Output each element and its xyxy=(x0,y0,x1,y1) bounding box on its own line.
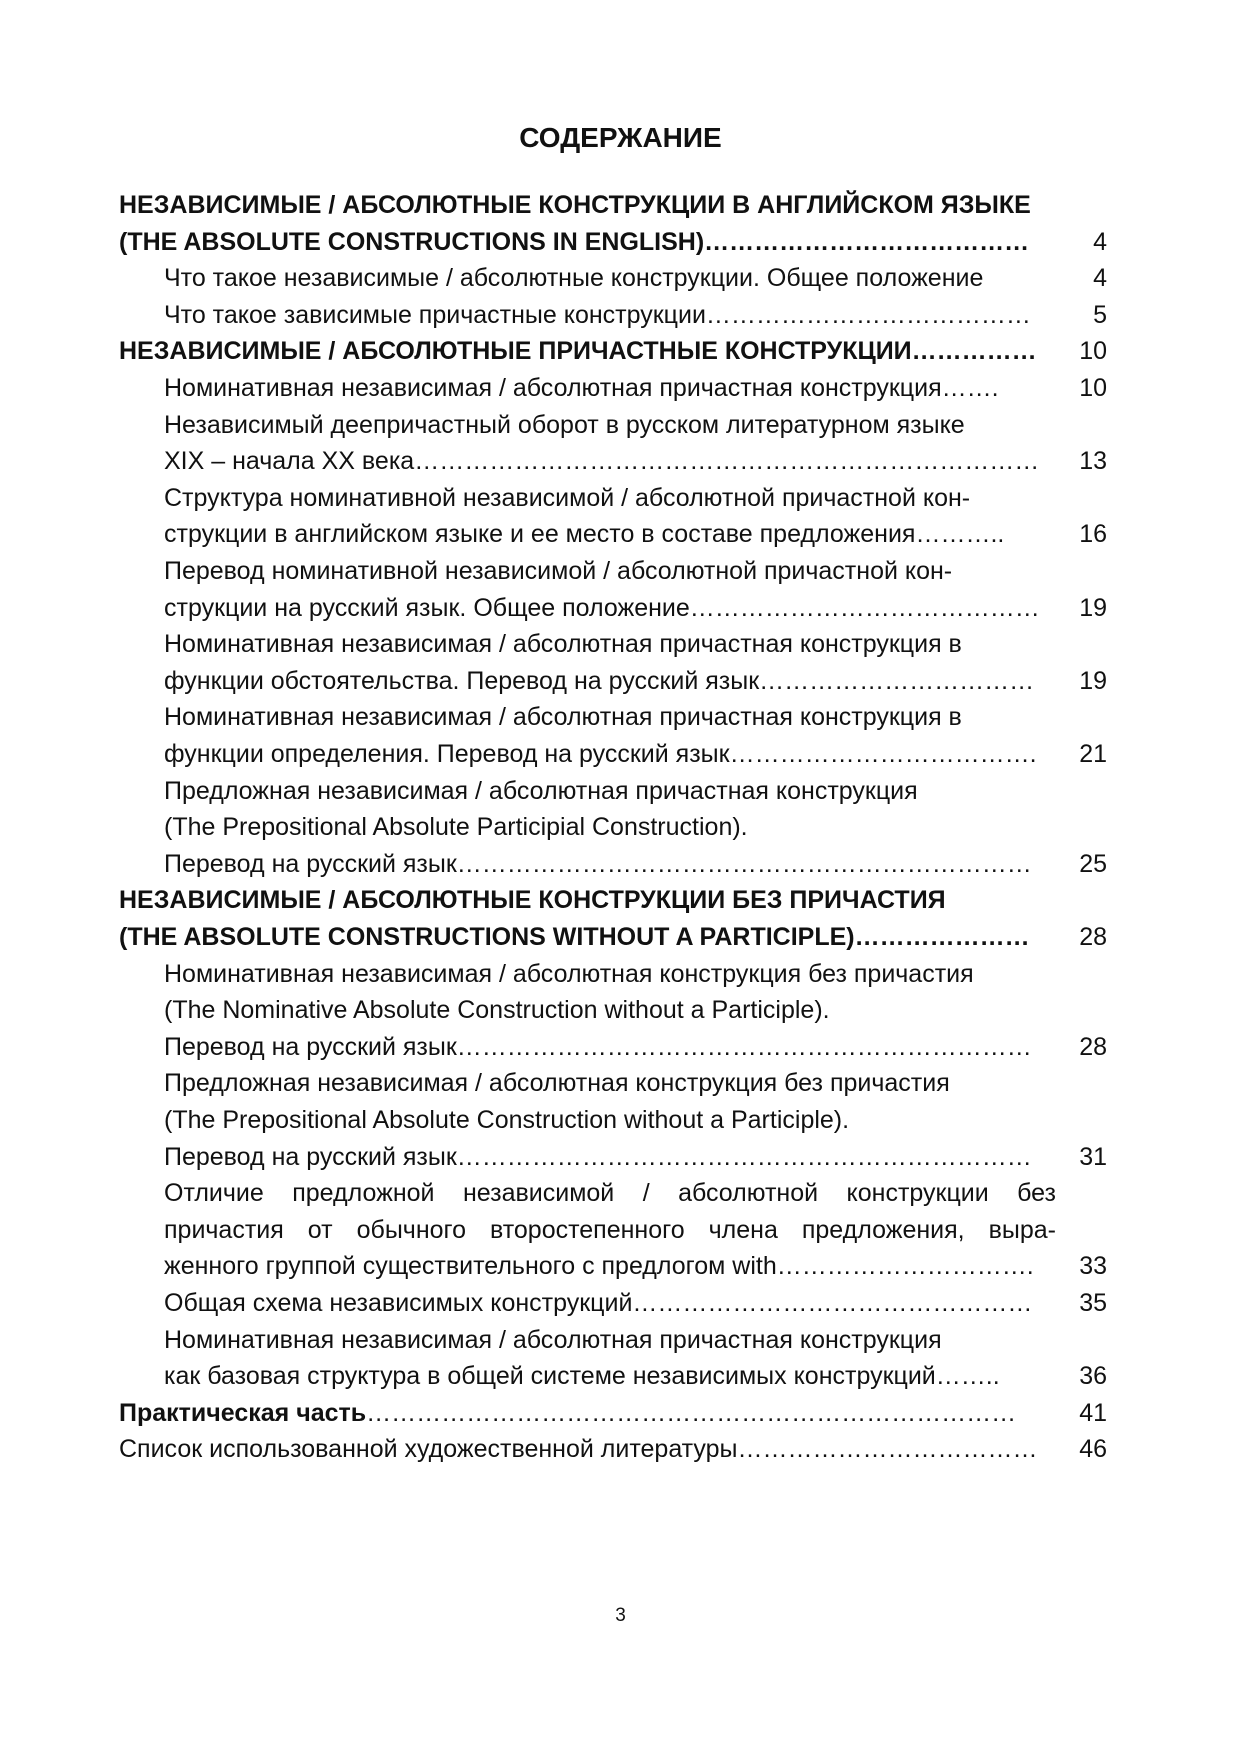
toc-entry-page: 21 xyxy=(1079,740,1107,768)
toc-entry-text: Перевод на русский язык…………………………………………………………… xyxy=(164,849,1032,878)
toc-entry xyxy=(0,1393,1241,1433)
toc-entry xyxy=(0,1283,1241,1323)
toc-entry-page: 28 xyxy=(1079,1032,1107,1061)
toc-entry-text: Список использованной художественной литературы……………………………… xyxy=(119,1435,1038,1464)
toc-entry-text: Что такое независимые / абсолютные конструкции. Общее положение xyxy=(164,264,984,293)
toc-entry-page: 13 xyxy=(1079,447,1107,476)
toc-entry xyxy=(0,1137,1241,1177)
toc-entry-text: струкции на русский язык. Общее положение…………………………………… xyxy=(164,593,1040,622)
toc-entry xyxy=(0,1320,1241,1360)
toc-entry-page: 33 xyxy=(1079,1252,1107,1281)
toc-entry-text: НЕЗАВИСИМЫЕ / АБСОЛЮТНЫЕ КОНСТРУКЦИИ В АНГЛИЙСКОМ ЯЗЫКЕ xyxy=(119,191,1031,219)
page-title: СОДЕРЖАНИЕ xyxy=(519,122,722,153)
toc-entry xyxy=(0,331,1241,371)
toc-entry-text: (THE ABSOLUTE CONSTRUCTIONS WITHOUT A PARTICIPLE)………………… xyxy=(119,923,1030,951)
page-number: 3 xyxy=(615,1605,626,1626)
toc-entry-page: 25 xyxy=(1079,849,1107,878)
toc-entry xyxy=(0,514,1241,554)
toc-entry-page: 19 xyxy=(1079,666,1107,695)
toc-entry-text: НЕЗАВИСИМЫЕ / АБСОЛЮТНЫЕ КОНСТРУКЦИИ БЕЗ ПРИЧАСТИЯ xyxy=(119,886,946,915)
toc-entry-text: (THE ABSOLUTE CONSTRUCTIONS IN ENGLISH)………………………………… xyxy=(119,227,1030,256)
toc-entry-page: 4 xyxy=(1093,227,1107,256)
toc-entry-page: 4 xyxy=(1093,264,1107,293)
toc-entry xyxy=(0,734,1241,774)
toc-entry-text: XIX – начала XX века………………………………………………………………… xyxy=(164,447,1040,476)
toc-entry-text: Отличие предложной независимой / абсолютной конструкции без xyxy=(164,1179,1056,1208)
toc-entry-text: женного группой существительного с предлогом with…………………………. xyxy=(164,1252,1034,1281)
toc-entry xyxy=(0,368,1241,408)
toc-entry-text: Независимый деепричастный оборот в русском литературном языке xyxy=(164,410,965,439)
toc-entry-page: 31 xyxy=(1079,1142,1107,1171)
toc-entry-text: Перевод на русский язык…………………………………………………………… xyxy=(164,1032,1032,1061)
toc-entry-text: Общая схема независимых конструкций………………………………………… xyxy=(164,1289,1033,1317)
toc-entry xyxy=(0,478,1241,518)
toc-entry-page: 16 xyxy=(1079,520,1107,549)
toc-entry-text: причастия от обычного второстепенного члена предложения, выра- xyxy=(164,1215,1056,1244)
toc-entry xyxy=(0,222,1241,262)
toc-entry-page: 5 xyxy=(1093,300,1107,329)
toc-entry xyxy=(0,1356,1241,1396)
toc-entry xyxy=(0,1210,1241,1250)
toc-entry-page: 10 xyxy=(1079,337,1107,366)
toc-entry-text: Номинативная независимая / абсолютная причастная конструкция в xyxy=(164,703,962,732)
toc-entry-page: 10 xyxy=(1079,374,1107,402)
toc-entry-text: функции обстоятельства. Перевод на русский язык…………………………… xyxy=(164,666,1035,695)
toc-entry-text: Предложная независимая / абсолютная конструкция без причастия xyxy=(164,1069,950,1098)
toc-entry-text: Номинативная независимая / абсолютная причастная конструкция в xyxy=(164,630,962,659)
toc-entry xyxy=(0,771,1241,811)
toc-entry-page: 35 xyxy=(1079,1289,1107,1317)
toc-entry-page: 36 xyxy=(1079,1362,1107,1391)
toc-entry xyxy=(0,185,1241,225)
toc-entry xyxy=(0,844,1241,884)
toc-entry-page: 41 xyxy=(1079,1398,1107,1427)
toc-entry xyxy=(0,954,1241,994)
toc-entry-text: (The Nominative Absolute Construction without a Participle). xyxy=(164,996,830,1025)
toc-entry-text: функции определения. Перевод на русский язык………………………………. xyxy=(164,740,1037,768)
toc-entry-text: Что такое зависимые причастные конструкции………………………………… xyxy=(164,300,1031,329)
toc-entry xyxy=(0,1173,1241,1213)
toc-entry xyxy=(0,661,1241,701)
toc-entry-text: как базовая структура в общей системе независимых конструкций…….. xyxy=(164,1362,1000,1391)
toc-entry xyxy=(0,917,1241,957)
toc-entry xyxy=(0,551,1241,591)
toc-entry-page: 46 xyxy=(1079,1435,1107,1464)
toc-entry-text: (The Prepositional Absolute Participial Construction). xyxy=(164,813,748,842)
toc-entry-page: 28 xyxy=(1079,923,1107,951)
toc-entry-text: Практическая часть…………………………………………………………………… xyxy=(119,1398,1017,1427)
toc-entry-text: Перевод номинативной независимой / абсолютной причастной кон- xyxy=(164,557,953,585)
toc-entry xyxy=(0,441,1241,481)
toc-entry-text: Структура номинативной независимой / абсолютной причастной кон- xyxy=(164,483,971,512)
toc-entry-text: Номинативная независимая / абсолютная конструкция без причастия xyxy=(164,959,974,988)
toc-entry xyxy=(0,1100,1241,1140)
toc-entry-text: Предложная независимая / абсолютная причастная конструкция xyxy=(164,776,918,805)
toc-entry xyxy=(0,807,1241,847)
toc-entry xyxy=(0,405,1241,445)
toc-entry-text: (The Prepositional Absolute Construction without a Participle). xyxy=(164,1106,850,1134)
toc-entry xyxy=(0,697,1241,737)
toc-entry xyxy=(0,880,1241,920)
toc-entry-text: Номинативная независимая / абсолютная причастная конструкция……. xyxy=(164,374,999,402)
toc-entry xyxy=(0,295,1241,335)
toc-entry xyxy=(0,1429,1241,1469)
toc-entry-text: Перевод на русский язык…………………………………………………………… xyxy=(164,1142,1032,1171)
toc-entry xyxy=(0,624,1241,664)
toc-entry xyxy=(0,990,1241,1030)
toc-entry xyxy=(0,588,1241,628)
toc-entry-text: Номинативная независимая / абсолютная причастная конструкция xyxy=(164,1325,942,1354)
toc-entry xyxy=(0,1027,1241,1067)
toc-entry xyxy=(0,1246,1241,1286)
toc-entry-text: НЕЗАВИСИМЫЕ / АБСОЛЮТНЫЕ ПРИЧАСТНЫЕ КОНСТРУКЦИИ…………… xyxy=(119,337,1037,366)
toc-entry xyxy=(0,1063,1241,1103)
toc-entry-text: струкции в английском языке и ее место в составе предложения……….. xyxy=(164,520,1005,549)
toc-entry-page: 19 xyxy=(1079,593,1107,622)
toc-entry xyxy=(0,258,1241,298)
